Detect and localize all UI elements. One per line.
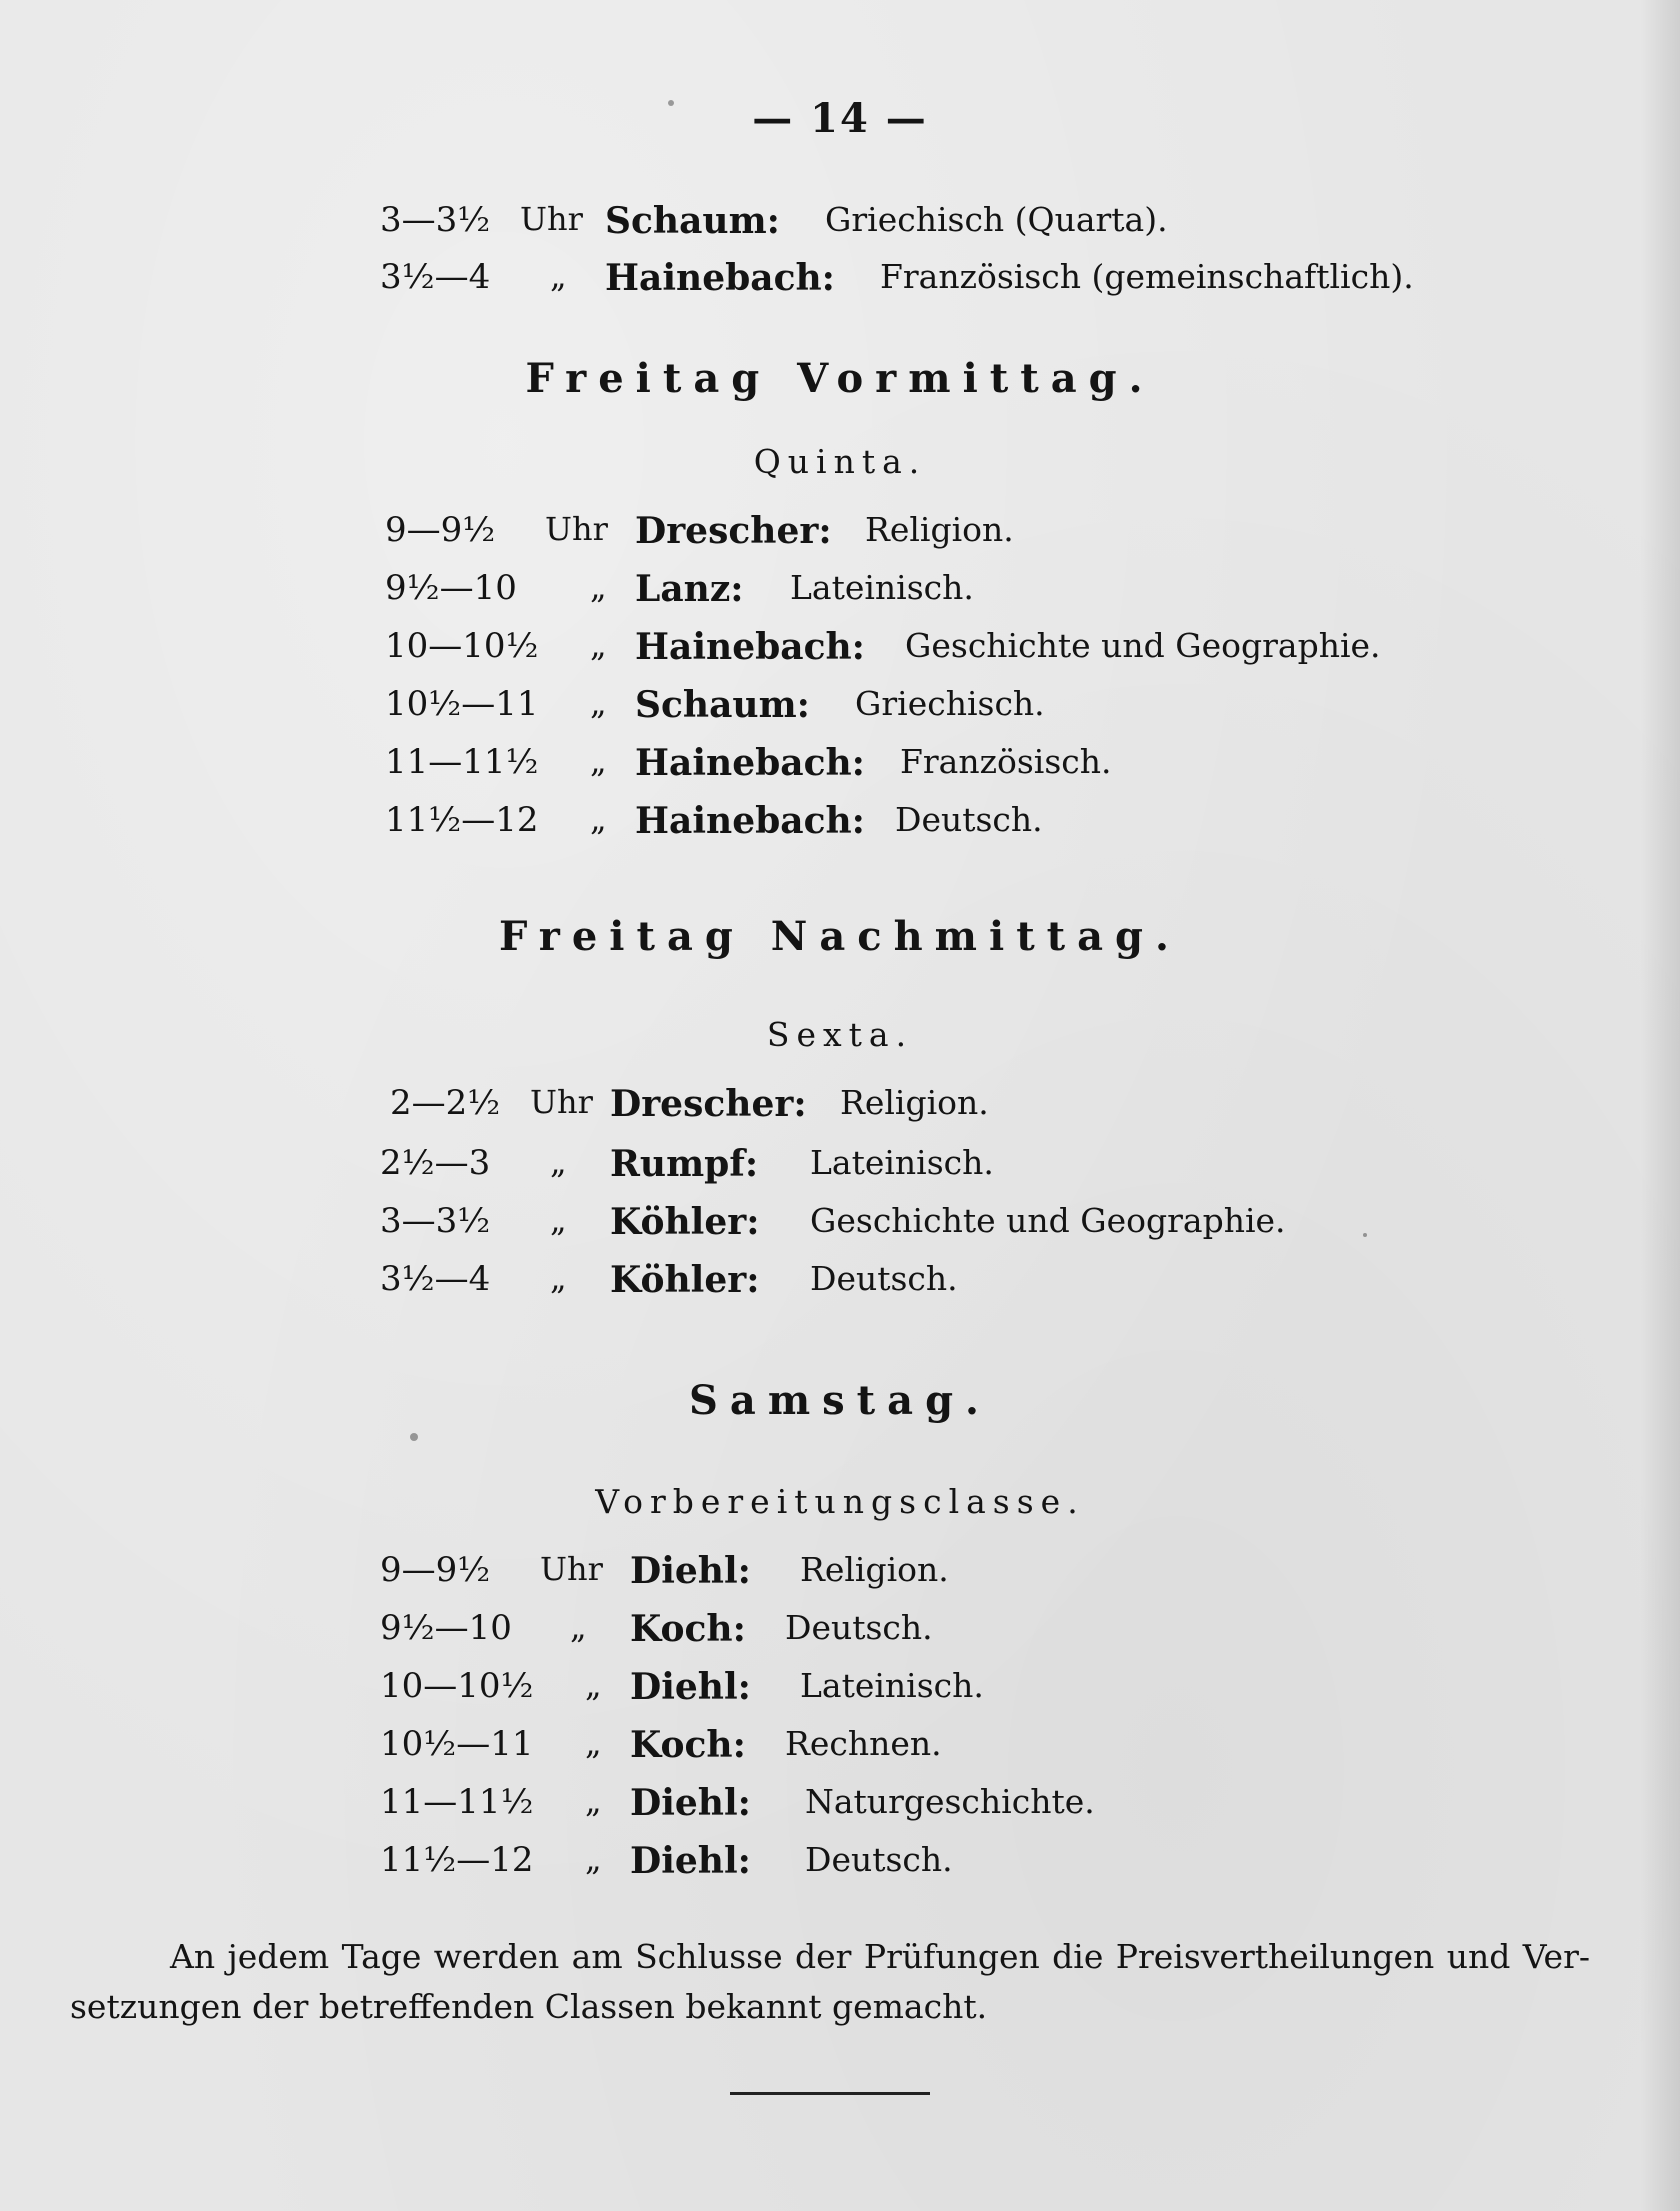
teacher-name: Koch:	[630, 1608, 746, 1650]
subject: Lateinisch.	[810, 1143, 994, 1182]
subject: Deutsch.	[805, 1840, 953, 1879]
time-range: 3—3½	[380, 1201, 491, 1241]
subject: Religion.	[865, 510, 1014, 549]
end-rule	[730, 2092, 930, 2095]
time-unit: „	[590, 800, 607, 838]
teacher-name: Lanz:	[635, 568, 744, 610]
teacher-name: Hainebach:	[635, 742, 865, 784]
subject: Naturgeschichte.	[805, 1782, 1095, 1821]
time-unit: „	[590, 568, 607, 606]
subject: Lateinisch.	[800, 1666, 984, 1705]
subject: Deutsch.	[810, 1259, 958, 1298]
page-number: — 14 —	[752, 95, 928, 142]
time-unit: „	[550, 1259, 567, 1297]
class-name: Sexta.	[766, 1015, 914, 1054]
time-unit: „	[585, 1724, 602, 1762]
time-unit: „	[570, 1608, 587, 1646]
time-range: 10—10½	[380, 1666, 534, 1706]
teacher-name: Rumpf:	[610, 1143, 759, 1185]
teacher-name: Schaum:	[605, 200, 780, 242]
time-range: 9—9½	[380, 1550, 491, 1590]
time-range: 11—11½	[385, 742, 539, 782]
time-unit: „	[590, 742, 607, 780]
teacher-name: Diehl:	[630, 1666, 751, 1708]
section-heading: Samstag.	[689, 1377, 991, 1424]
subject: Griechisch (Quarta).	[825, 200, 1168, 239]
time-unit: „	[585, 1840, 602, 1878]
teacher-name: Köhler:	[610, 1201, 760, 1243]
time-range: 3—3½	[380, 200, 491, 240]
time-unit: „	[550, 1143, 567, 1181]
time-range: 3½—4	[380, 1259, 491, 1299]
subject: Religion.	[840, 1083, 989, 1122]
time-unit: Uhr	[520, 200, 583, 238]
print-speck	[668, 100, 674, 106]
subject: Französisch (gemeinschaftlich).	[880, 257, 1414, 296]
time-unit: Uhr	[540, 1550, 603, 1588]
time-range: 10½—11	[385, 684, 539, 724]
teacher-name: Diehl:	[630, 1550, 751, 1592]
teacher-name: Drescher:	[635, 510, 832, 552]
time-range: 10½—11	[380, 1724, 534, 1764]
page-edge-shadow	[1640, 0, 1680, 2211]
print-speck	[1363, 1233, 1367, 1237]
teacher-name: Diehl:	[630, 1840, 751, 1882]
time-range: 2—2½	[390, 1083, 501, 1123]
teacher-name: Koch:	[630, 1724, 746, 1766]
teacher-name: Köhler:	[610, 1259, 760, 1301]
time-unit: Uhr	[545, 510, 608, 548]
time-range: 9—9½	[385, 510, 496, 550]
time-range: 9½—10	[380, 1608, 512, 1648]
time-range: 10—10½	[385, 626, 539, 666]
time-unit: „	[590, 626, 607, 664]
subject: Deutsch.	[895, 800, 1043, 839]
class-name: Vorbereitungsclasse.	[595, 1482, 1085, 1521]
subject: Französisch.	[900, 742, 1112, 781]
teacher-name: Hainebach:	[635, 626, 865, 668]
section-heading: Freitag Nachmittag.	[499, 913, 1181, 960]
section-heading: Freitag Vormittag.	[525, 355, 1155, 402]
subject: Geschichte und Geographie.	[905, 626, 1381, 665]
time-unit: „	[585, 1782, 602, 1820]
time-range: 3½—4	[380, 257, 491, 297]
time-unit: „	[550, 1201, 567, 1239]
teacher-name: Hainebach:	[605, 257, 835, 299]
subject: Deutsch.	[785, 1608, 933, 1647]
time-range: 2½—3	[380, 1143, 491, 1183]
subject: Rechnen.	[785, 1724, 942, 1763]
teacher-name: Schaum:	[635, 684, 810, 726]
subject: Lateinisch.	[790, 568, 974, 607]
paragraph-line: setzungen der betreffenden Classen bekannt gemacht.	[70, 1987, 988, 2026]
time-unit: „	[585, 1666, 602, 1704]
subject: Geschichte und Geographie.	[810, 1201, 1286, 1240]
time-unit: „	[590, 684, 607, 722]
closing-paragraph	[70, 1932, 1590, 2032]
class-name: Quinta.	[753, 442, 927, 481]
time-range: 11—11½	[380, 1782, 534, 1822]
time-range: 11½—12	[385, 800, 539, 840]
time-range: 9½—10	[385, 568, 517, 608]
teacher-name: Drescher:	[610, 1083, 807, 1125]
time-unit: Uhr	[530, 1083, 593, 1121]
time-range: 11½—12	[380, 1840, 534, 1880]
time-unit: „	[550, 257, 567, 295]
paragraph-line: An jedem Tage werden am Schlusse der Prüfungen die Preisvertheilungen und Ver-	[170, 1937, 1590, 1976]
print-speck	[410, 1433, 418, 1441]
teacher-name: Hainebach:	[635, 800, 865, 842]
subject: Griechisch.	[855, 684, 1045, 723]
teacher-name: Diehl:	[630, 1782, 751, 1824]
subject: Religion.	[800, 1550, 949, 1589]
